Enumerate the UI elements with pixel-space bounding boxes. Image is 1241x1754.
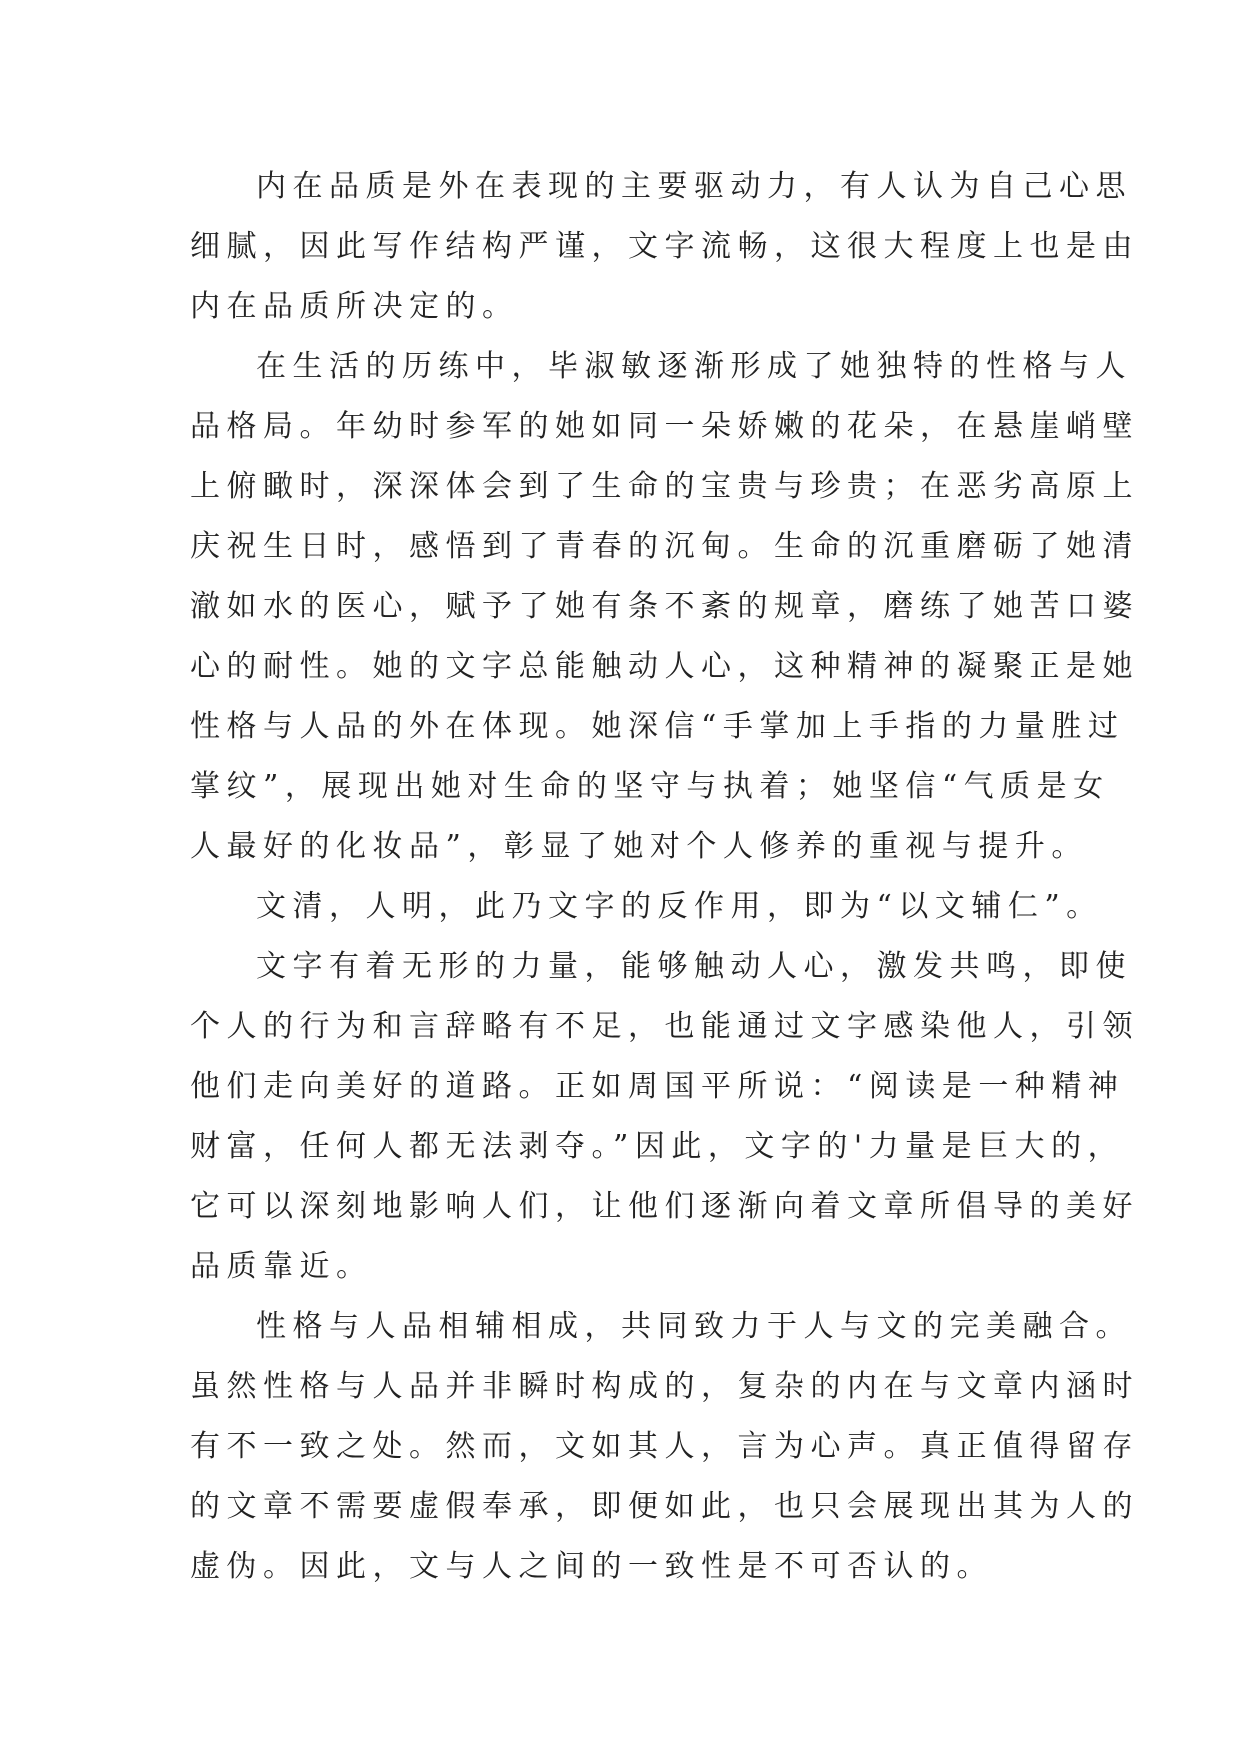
text-line: 它可以深刻地影响人们，让他们逐渐向着文章所倡导的美好: [190, 1189, 1139, 1224]
text-line: 虽然性格与人品并非瞬时构成的，复杂的内在与文章内涵时: [190, 1369, 1139, 1404]
text-line: 庆祝生日时，感悟到了青春的沉甸。生命的沉重磨砺了她清: [190, 529, 1139, 564]
text-line: 澈如水的医心，赋予了她有条不紊的规章，磨练了她苦口婆: [190, 589, 1139, 624]
text-line: 文清，人明，此乃文字的反作用，即为“以文辅仁”。: [256, 889, 1103, 924]
text-line: 他们走向美好的道路。正如周国平所说：“阅读是一种精神: [190, 1069, 1125, 1104]
text-line: 性格与人品的外在体现。她深信“手掌加上手指的力量胜过: [190, 709, 1125, 744]
paragraph: [190, 877, 1103, 937]
text-line: 性格与人品相辅相成，共同致力于人与文的完美融合。: [256, 1309, 1132, 1344]
text-line: 虚伪。因此，文与人之间的一致性是不可否认的。: [190, 1549, 993, 1584]
text-line: 有不一致之处。然而，文如其人，言为心声。真正值得留存: [190, 1429, 1139, 1464]
body-text: [190, 157, 1139, 1597]
text-line: 的文章不需要虚假奉承，即便如此，也只会展现出其为人的: [190, 1489, 1139, 1524]
paragraph: [190, 337, 1139, 877]
text-line: 个人的行为和言辞略有不足，也能通过文字感染他人，引领: [190, 1009, 1139, 1044]
paragraph: [190, 157, 1139, 337]
text-line: 品格局。年幼时参军的她如同一朵娇嫩的花朵，在悬崖峭壁: [190, 409, 1139, 444]
text-line: 心的耐性。她的文字总能触动人心，这种精神的凝聚正是她: [190, 649, 1139, 684]
text-line: 在生活的历练中，毕淑敏逐渐形成了她独特的性格与人: [256, 349, 1132, 384]
paragraph: [190, 937, 1139, 1297]
text-line: 文字有着无形的力量，能够触动人心，激发共鸣，即使: [256, 949, 1132, 984]
text-line: 内在品质所决定的。: [190, 289, 519, 324]
text-line: 内在品质是外在表现的主要驱动力，有人认为自己心思: [256, 169, 1132, 204]
text-line: 细腻，因此写作结构严谨，文字流畅，这很大程度上也是由: [190, 229, 1139, 264]
paragraph: [190, 1297, 1139, 1597]
text-line: 品质靠近。: [190, 1249, 373, 1284]
text-line: 上俯瞰时，深深体会到了生命的宝贵与珍贵；在恶劣高原上: [190, 469, 1139, 504]
text-line: 掌纹”，展现出她对生命的坚守与执着；她坚信“气质是女: [190, 769, 1110, 804]
text-line: 人最好的化妆品”，彰显了她对个人修养的重视与提升。: [190, 829, 1088, 864]
text-line: 财富，任何人都无法剥夺。”因此，文字的'力量是巨大的，: [190, 1129, 1125, 1164]
